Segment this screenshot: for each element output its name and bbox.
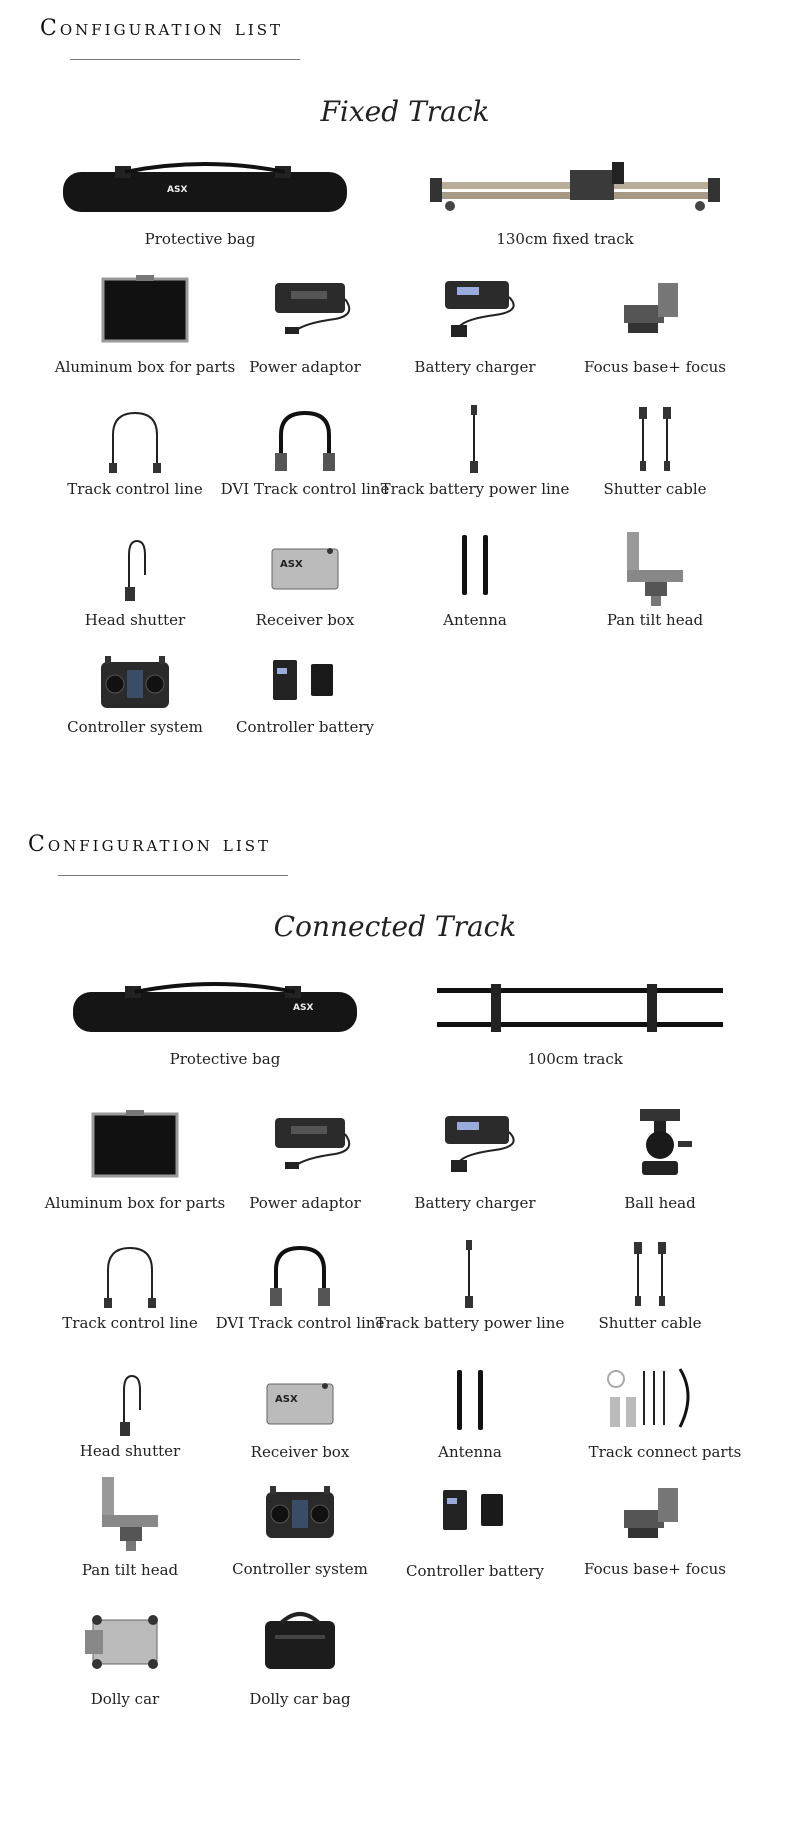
item-label: DVI Track control line bbox=[220, 480, 390, 498]
item-label: Antenna bbox=[443, 611, 507, 629]
receiver-brand: ASX bbox=[275, 1394, 298, 1405]
section-1-title: Configuration list bbox=[40, 16, 284, 41]
bag-brand: ASX bbox=[293, 1003, 314, 1013]
item-label: Focus base+ focus bbox=[584, 358, 726, 376]
item-label: DVI Track control line bbox=[215, 1314, 385, 1332]
item-label: Track control line bbox=[62, 1314, 198, 1332]
item-label: Dolly car bag bbox=[249, 1690, 351, 1708]
item-label: Shutter cable bbox=[603, 480, 707, 498]
power-adaptor-icon bbox=[215, 1110, 395, 1206]
protective-bag-icon bbox=[65, 980, 385, 1050]
focus-base-icon bbox=[565, 275, 745, 371]
aluminum-box-icon bbox=[55, 275, 235, 371]
item-label: Focus base+ focus bbox=[584, 1560, 726, 1578]
item-label: 130cm fixed track bbox=[496, 230, 634, 248]
item-label: Head shutter bbox=[79, 1442, 181, 1460]
pan-tilt-head-icon bbox=[40, 1475, 220, 1571]
section-1-subtitle: Fixed Track bbox=[320, 95, 490, 128]
item-label: Pan tilt head bbox=[81, 1561, 179, 1579]
item-label: Receiver box bbox=[250, 1443, 350, 1461]
item-label: Controller system bbox=[232, 1560, 368, 1578]
receiver-brand: ASX bbox=[280, 559, 303, 570]
battery-charger-icon bbox=[385, 1110, 565, 1206]
bag-brand: ASX bbox=[167, 185, 188, 195]
connected-track-icon bbox=[435, 980, 755, 1050]
item-label: Track battery power line bbox=[375, 1314, 565, 1332]
item-label: Dolly car bbox=[90, 1690, 160, 1708]
item-label: Controller battery bbox=[236, 718, 374, 736]
item-label: Controller battery bbox=[406, 1562, 544, 1580]
item-label: Pan tilt head bbox=[606, 611, 704, 629]
item-label: Aluminum box for parts bbox=[44, 1194, 226, 1212]
section-2-title: Configuration list bbox=[28, 832, 272, 857]
dolly-bag-icon bbox=[210, 1605, 390, 1701]
item-label: Track connect parts bbox=[588, 1443, 742, 1461]
item-label: Shutter cable bbox=[598, 1314, 702, 1332]
item-label: Controller system bbox=[67, 718, 203, 736]
section-1-rule bbox=[70, 59, 300, 60]
item-label: Power adaptor bbox=[249, 358, 361, 376]
section-2-subtitle: Connected Track bbox=[273, 910, 517, 943]
item-label: Antenna bbox=[438, 1443, 502, 1461]
protective-bag-icon bbox=[55, 160, 375, 230]
power-adaptor-icon bbox=[215, 275, 395, 371]
item-label: Ball head bbox=[624, 1194, 696, 1212]
item-label: Power adaptor bbox=[249, 1194, 361, 1212]
item-label: 100cm track bbox=[527, 1050, 623, 1068]
item-label: Battery charger bbox=[414, 1194, 536, 1212]
ball-head-icon bbox=[570, 1105, 750, 1201]
battery-charger-icon bbox=[385, 275, 565, 371]
item-label: Protective bag bbox=[144, 230, 256, 248]
aluminum-box-icon bbox=[45, 1110, 225, 1206]
item-label: Head shutter bbox=[84, 611, 186, 629]
item-label: Aluminum box for parts bbox=[54, 358, 236, 376]
item-label: Protective bag bbox=[169, 1050, 281, 1068]
item-label: Receiver box bbox=[255, 611, 355, 629]
section-2-rule bbox=[58, 875, 288, 876]
fixed-track-icon bbox=[430, 160, 750, 230]
item-label: Battery charger bbox=[414, 358, 536, 376]
item-label: Track control line bbox=[67, 480, 203, 498]
item-label: Track battery power line bbox=[380, 480, 570, 498]
